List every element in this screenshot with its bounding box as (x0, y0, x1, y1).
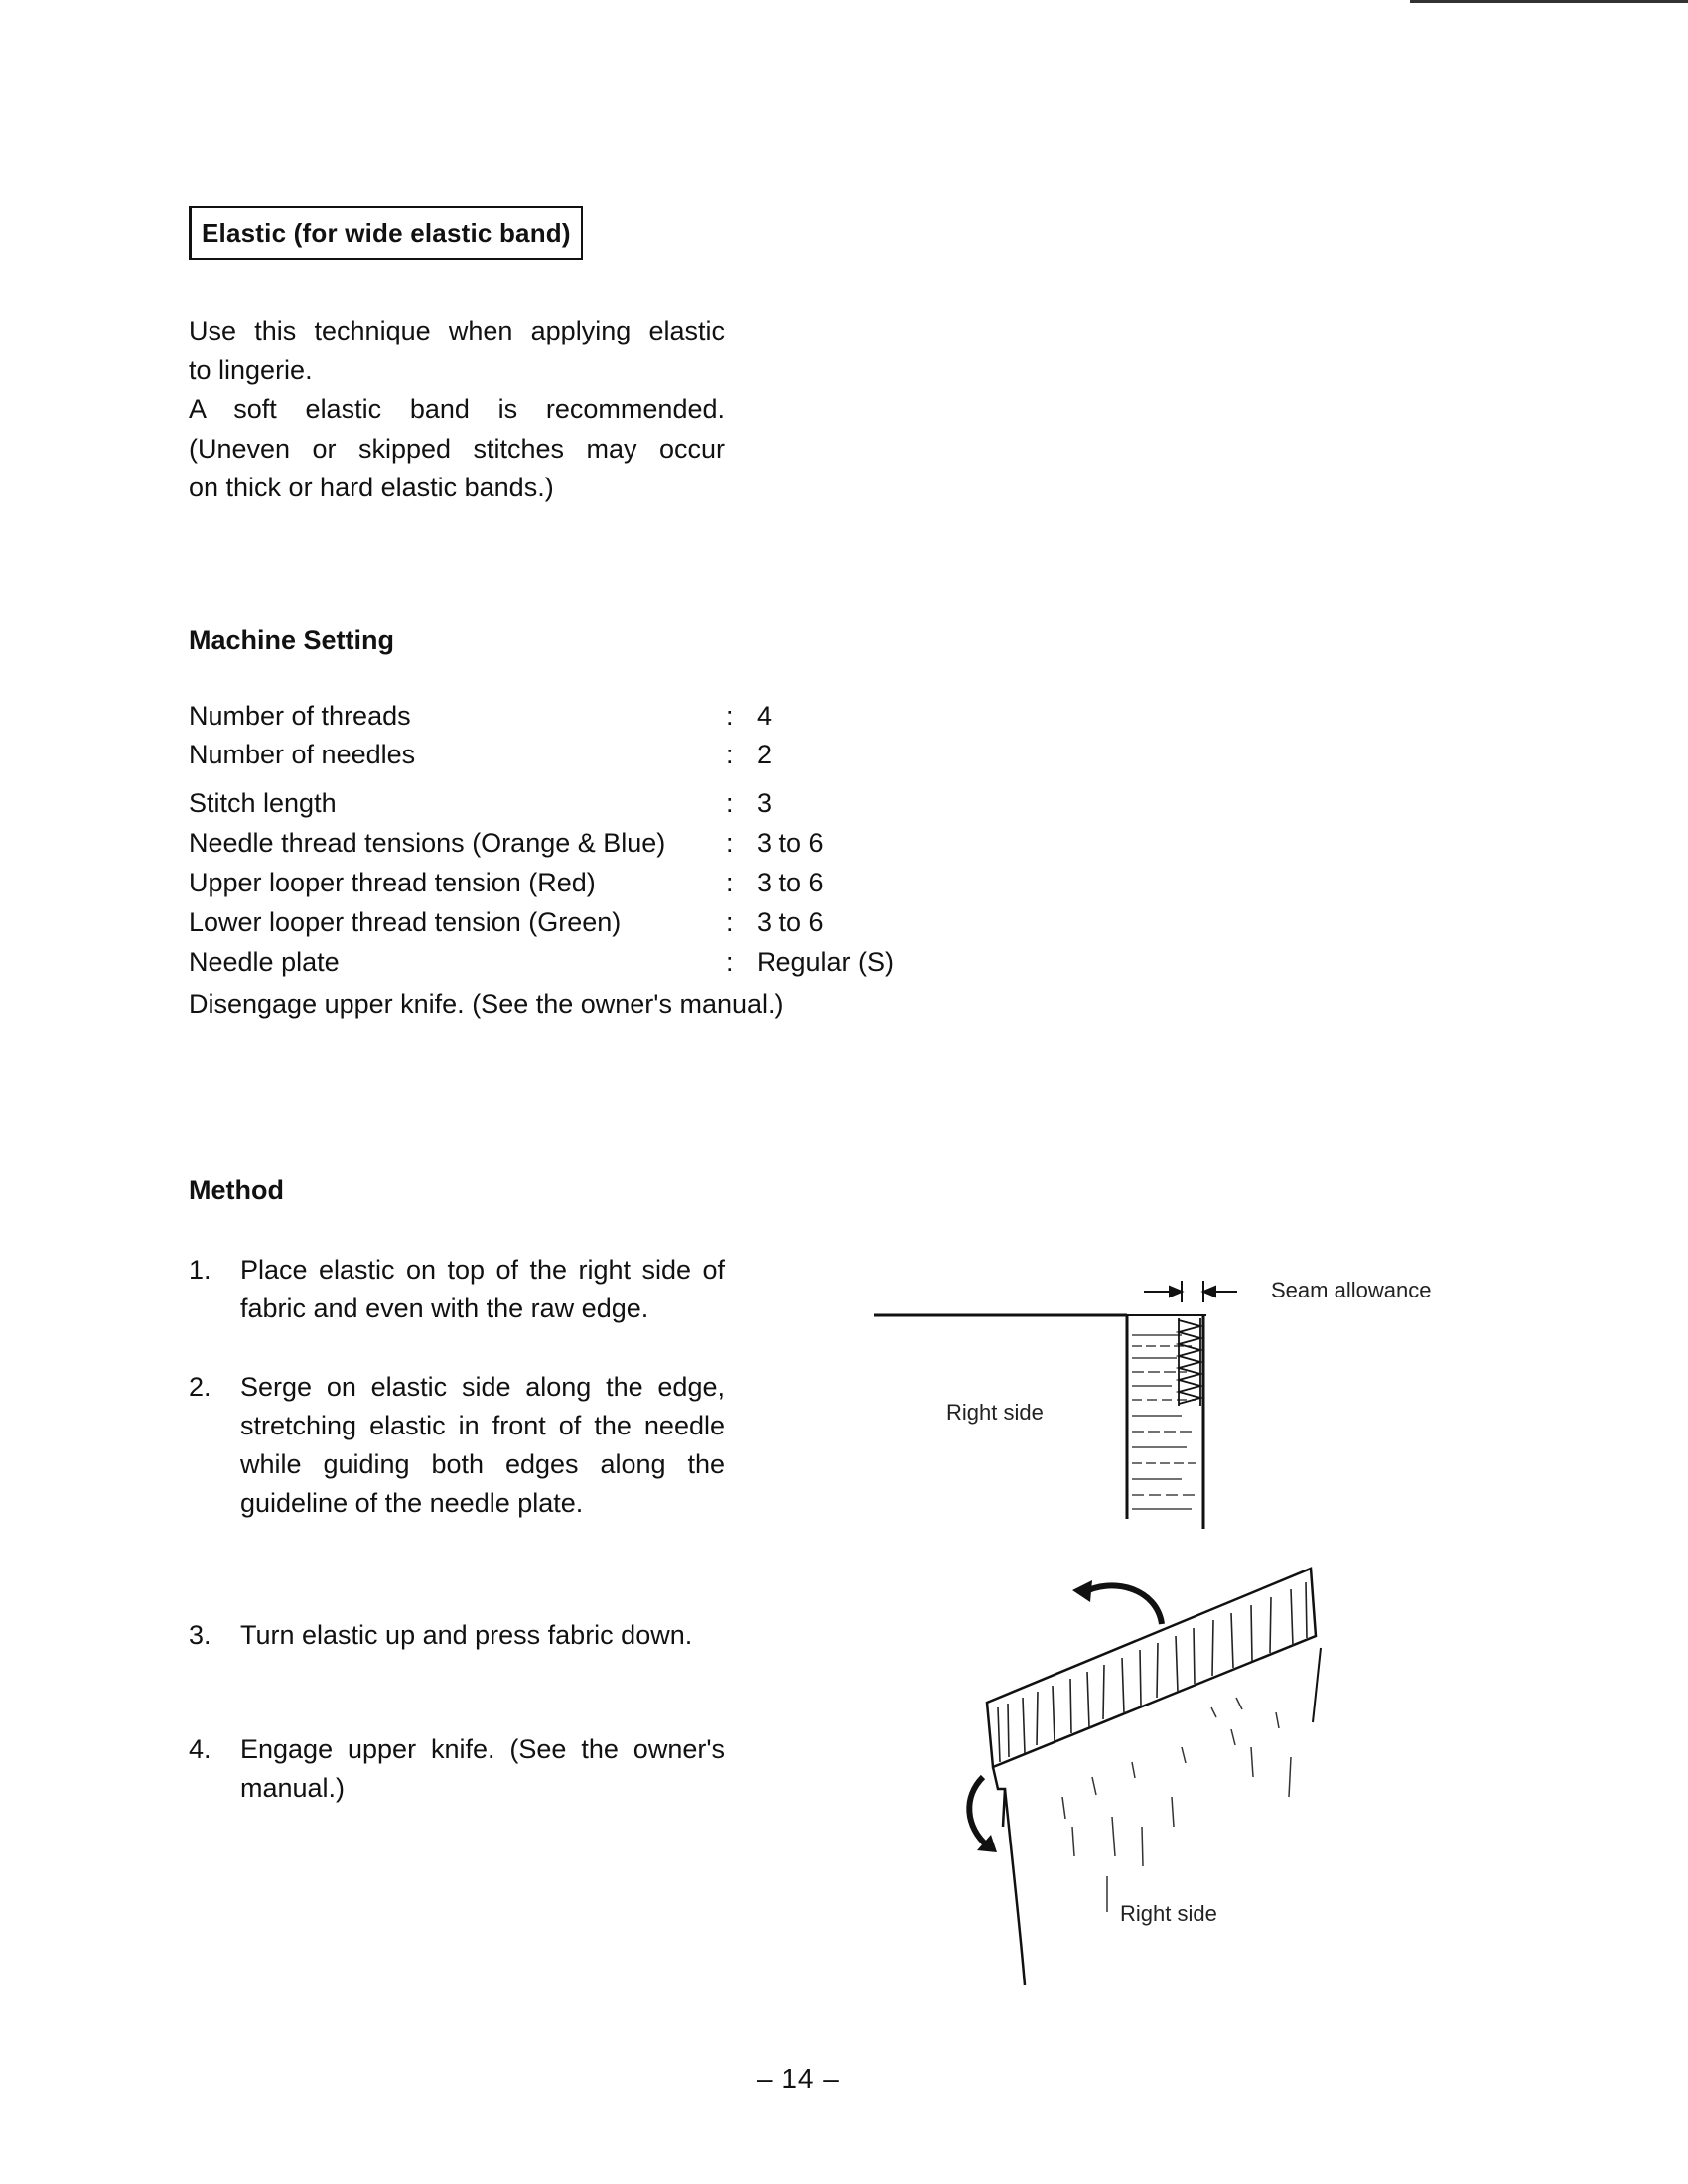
method-heading: Method (189, 1175, 284, 1205)
turn-elastic-diagram (933, 1559, 1350, 1995)
press-down-arrow (969, 1777, 988, 1846)
setting-label: Upper looper thread tension (Red) (189, 868, 596, 897)
step-number: 1. (189, 1255, 211, 1285)
fabric-texture (1062, 1698, 1291, 1912)
fabric-right-edge (1313, 1648, 1321, 1722)
elastic-texture (1132, 1335, 1196, 1509)
fabric-left-edge (1005, 1789, 1025, 1985)
step-text: Serge on elastic side along the edge, stretching elastic in front of the needle while guiding both edges along the guideline of the needle plate. (240, 1372, 725, 1518)
setting-label: Stitch length (189, 788, 337, 818)
setting-value: 2 (757, 740, 773, 769)
intro-line: Use this technique when applying elastic (189, 316, 725, 345)
intro-line: A soft elastic band is recommended. (189, 394, 725, 424)
setting-value: 3 to 6 (757, 868, 824, 897)
setting-value: 3 to 6 (757, 907, 824, 937)
section-title-box (189, 206, 583, 260)
setting-colon: : (726, 701, 734, 731)
right-side-label: Right side (946, 1400, 1044, 1425)
fabric-fold (993, 1767, 1005, 1827)
setting-value: 3 (757, 788, 773, 818)
step-number: 4. (189, 1734, 211, 1764)
seam-allowance-dimension (1144, 1281, 1237, 1302)
serged-stitch (1179, 1318, 1200, 1406)
setting-colon: : (726, 828, 734, 858)
seam-allowance-label: Seam allowance (1271, 1278, 1432, 1302)
intro-line: to lingerie. (189, 354, 313, 385)
setting-label: Needle plate (189, 947, 340, 977)
setting-label: Number of needles (189, 740, 416, 769)
step-text: Place elastic on top of the right side of fabric and even with the raw edge. (240, 1255, 725, 1323)
setting-colon: : (726, 868, 734, 897)
turn-up-arrow (1082, 1585, 1162, 1624)
figure-elastic-placement (854, 1241, 1470, 1539)
step-text: Turn elastic up and press fabric down. (240, 1620, 693, 1650)
intro-line: on thick or hard elastic bands.) (189, 473, 554, 502)
top-edge-rule (1410, 0, 1688, 3)
step-text: Engage upper knife. (See the owner's manual.) (240, 1734, 725, 1803)
setting-value: 3 to 6 (757, 828, 824, 858)
intro-line: (Uneven or skipped stitches may occur (189, 433, 725, 464)
intro-text (189, 312, 725, 508)
setting-colon: : (726, 788, 734, 818)
setting-label: Needle thread tensions (Orange & Blue) (189, 828, 666, 858)
step-number: 3. (189, 1620, 211, 1650)
setting-label: Number of threads (189, 701, 411, 731)
setting-value: Regular (S) (757, 947, 895, 977)
machine-setting-heading: Machine Setting (189, 625, 395, 655)
section-title: Elastic (for wide elastic band) (202, 217, 571, 248)
turn-up-arrowhead (1072, 1580, 1092, 1602)
step-number: 2. (189, 1372, 211, 1402)
setting-value: 4 (757, 701, 773, 731)
setting-colon: : (726, 907, 734, 937)
setting-label: Lower looper thread tension (Green) (189, 907, 622, 937)
setting-colon: : (726, 740, 734, 769)
disengage-knife-note: Disengage upper knife. (See the owner's manual.) (189, 989, 784, 1019)
right-side-label: Right side (1120, 1901, 1217, 1926)
setting-colon: : (726, 947, 734, 977)
figure-turn-elastic (933, 1559, 1350, 1995)
page-number: – 14 – (757, 2063, 840, 2094)
